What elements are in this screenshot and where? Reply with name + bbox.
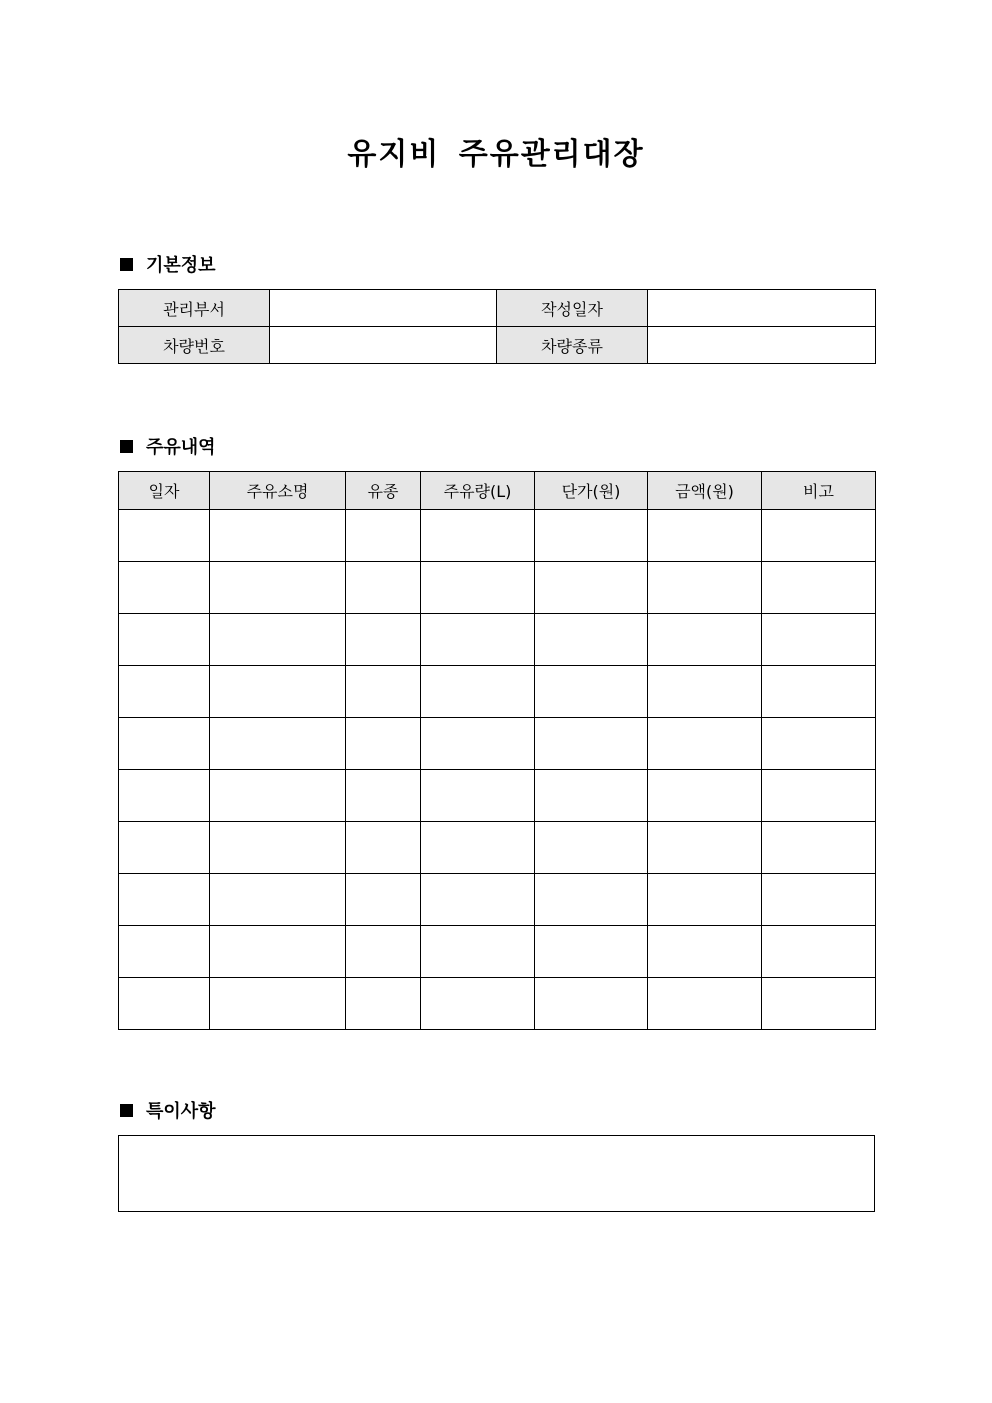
section-title: 주유내역 (146, 437, 216, 458)
cell-unit-price[interactable] (535, 874, 648, 926)
vehicle-type-label: 차량종류 (497, 327, 648, 364)
cell-unit-price[interactable] (535, 978, 648, 1030)
basic-info-table (118, 289, 876, 364)
table-row (119, 510, 876, 562)
cell-fuel-type[interactable] (346, 978, 421, 1030)
vehicle-number-field[interactable] (270, 327, 497, 364)
cell-amount-liters[interactable] (421, 614, 535, 666)
square-bullet-icon (120, 1104, 133, 1117)
cell-note[interactable] (762, 926, 876, 978)
section-heading-fueling-history (118, 433, 216, 459)
cell-station[interactable] (210, 510, 346, 562)
cell-note[interactable] (762, 822, 876, 874)
date-written-field[interactable] (648, 290, 876, 327)
cell-date[interactable] (119, 562, 210, 614)
cell-total-price[interactable] (648, 510, 762, 562)
department-label: 관리부서 (119, 290, 270, 327)
table-row (119, 562, 876, 614)
cell-amount-liters[interactable] (421, 718, 535, 770)
cell-total-price[interactable] (648, 562, 762, 614)
cell-fuel-type[interactable] (346, 822, 421, 874)
vehicle-type-field[interactable] (648, 327, 876, 364)
cell-total-price[interactable] (648, 666, 762, 718)
cell-date[interactable] (119, 666, 210, 718)
section-title: 기본정보 (146, 255, 216, 276)
cell-station[interactable] (210, 770, 346, 822)
cell-station[interactable] (210, 614, 346, 666)
cell-fuel-type[interactable] (346, 562, 421, 614)
cell-note[interactable] (762, 874, 876, 926)
column-header-fuel-type: 유종 (346, 472, 421, 510)
square-bullet-icon (120, 440, 133, 453)
table-row (119, 770, 876, 822)
cell-total-price[interactable] (648, 770, 762, 822)
cell-fuel-type[interactable] (346, 926, 421, 978)
fueling-history-table (118, 471, 876, 1030)
column-header-station: 주유소명 (210, 472, 346, 510)
cell-station[interactable] (210, 562, 346, 614)
cell-note[interactable] (762, 614, 876, 666)
cell-amount-liters[interactable] (421, 978, 535, 1030)
cell-unit-price[interactable] (535, 926, 648, 978)
cell-station[interactable] (210, 822, 346, 874)
cell-unit-price[interactable] (535, 614, 648, 666)
cell-total-price[interactable] (648, 718, 762, 770)
cell-date[interactable] (119, 770, 210, 822)
cell-fuel-type[interactable] (346, 770, 421, 822)
cell-station[interactable] (210, 978, 346, 1030)
cell-unit-price[interactable] (535, 770, 648, 822)
page-title: 유지비 주유관리대장 (347, 137, 645, 172)
column-header-amount-liters: 주유량(L) (421, 472, 535, 510)
cell-amount-liters[interactable] (421, 510, 535, 562)
cell-unit-price[interactable] (535, 666, 648, 718)
cell-amount-liters[interactable] (421, 874, 535, 926)
cell-amount-liters[interactable] (421, 666, 535, 718)
cell-note[interactable] (762, 666, 876, 718)
square-bullet-icon (120, 258, 133, 271)
cell-amount-liters[interactable] (421, 822, 535, 874)
table-row (119, 614, 876, 666)
cell-total-price[interactable] (648, 874, 762, 926)
cell-date[interactable] (119, 718, 210, 770)
cell-station[interactable] (210, 926, 346, 978)
section-title: 특이사항 (146, 1101, 216, 1122)
remarks-box[interactable] (118, 1135, 875, 1212)
table-row (119, 718, 876, 770)
cell-unit-price[interactable] (535, 718, 648, 770)
cell-date[interactable] (119, 978, 210, 1030)
cell-unit-price[interactable] (535, 562, 648, 614)
cell-fuel-type[interactable] (346, 874, 421, 926)
cell-station[interactable] (210, 666, 346, 718)
column-header-date: 일자 (119, 472, 210, 510)
cell-station[interactable] (210, 874, 346, 926)
cell-total-price[interactable] (648, 822, 762, 874)
cell-note[interactable] (762, 510, 876, 562)
cell-fuel-type[interactable] (346, 614, 421, 666)
section-heading-basic-info (118, 251, 216, 277)
section-heading-remarks (118, 1097, 216, 1123)
cell-amount-liters[interactable] (421, 770, 535, 822)
table-row (119, 666, 876, 718)
date-written-label: 작성일자 (497, 290, 648, 327)
cell-unit-price[interactable] (535, 822, 648, 874)
cell-fuel-type[interactable] (346, 718, 421, 770)
cell-total-price[interactable] (648, 978, 762, 1030)
cell-date[interactable] (119, 926, 210, 978)
column-header-unit-price: 단가(원) (535, 472, 648, 510)
department-field[interactable] (270, 290, 497, 327)
table-row (119, 978, 876, 1030)
table-row (119, 822, 876, 874)
table-header-row (119, 472, 876, 510)
cell-unit-price[interactable] (535, 510, 648, 562)
table-row (119, 327, 876, 364)
cell-amount-liters[interactable] (421, 926, 535, 978)
column-header-total-price: 금액(원) (648, 472, 762, 510)
cell-total-price[interactable] (648, 614, 762, 666)
cell-fuel-type[interactable] (346, 510, 421, 562)
cell-total-price[interactable] (648, 926, 762, 978)
cell-date[interactable] (119, 822, 210, 874)
cell-station[interactable] (210, 718, 346, 770)
cell-date[interactable] (119, 614, 210, 666)
fueling-table-body (119, 510, 876, 1030)
cell-note[interactable] (762, 718, 876, 770)
vehicle-number-label: 차량번호 (119, 327, 270, 364)
cell-date[interactable] (119, 510, 210, 562)
cell-amount-liters[interactable] (421, 562, 535, 614)
cell-fuel-type[interactable] (346, 666, 421, 718)
table-row (119, 874, 876, 926)
table-row (119, 926, 876, 978)
cell-note[interactable] (762, 978, 876, 1030)
table-row (119, 290, 876, 327)
cell-note[interactable] (762, 562, 876, 614)
cell-note[interactable] (762, 770, 876, 822)
column-header-note: 비고 (762, 472, 876, 510)
cell-date[interactable] (119, 874, 210, 926)
